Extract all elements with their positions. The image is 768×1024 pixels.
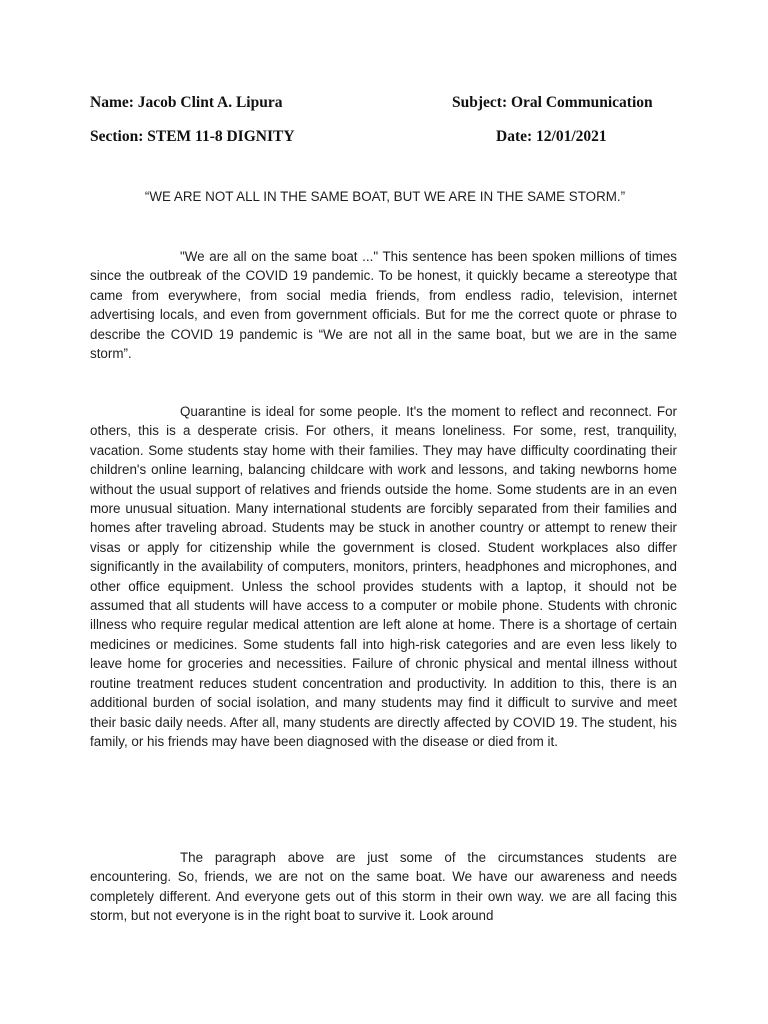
subject-label: Subject: Oral Communication	[452, 94, 653, 111]
paragraph-3: The paragraph above are just some of the circumstances students are encountering. So, friends, we are not on the same boat. We have our awareness and needs completely different. And everyone gets out of this storm in their own way. we are all facing this storm, but not everyone is in the right boat to survive it. Look around	[90, 850, 677, 924]
student-name: Name: Jacob Clint A. Lipura	[90, 94, 283, 111]
essay-title: “WE ARE NOT ALL IN THE SAME BOAT, BUT WE ARE IN THE SAME STORM.”	[144, 189, 626, 204]
paragraph-2: Quarantine is ideal for some people. It's the moment to reflect and reconnect. For others, this is a desperate crisis. For others, it means loneliness. For some, rest, tranquility, vacation. Some students stay home with their families. They may have difficulty coordinating their children's online learning, balancing childcare with work and lessons, and taking newborns home without the usual support of relatives and friends outside the home. Some students are in an even more unusual situation. Many international students are forcibly separated from their families and homes after traveling abroad. Students may be stuck in another country or attempt to renew their visas or apply for citizenship while the government is closed. Student workplaces also differ significantly in the availability of computers, monitors, printers, headphones and microphones, and other office equipment. Unless the school provides students with a laptop, it should not be assumed that all students will have access to a computer or mobile phone. Students with chronic illness who require regular medical attention are left alone at home. There is a shortage of certain medicines or medicines. Some students fall into high-risk categories and are even less likely to leave home for groceries and necessities. Failure of chronic physical and mental illness without routine treatment reduces student concentration and productivity. In addition to this, there is an additional burden of social isolation, and many students may find it difficult to survive and meet their basic daily needs. After all, many students are directly affected by COVID 19. The student, his family, or his friends may have been diagnosed with the disease or died from it.	[90, 404, 677, 749]
date-label: Date: 12/01/2021	[496, 128, 607, 145]
section-label: Section: STEM 11-8 DIGNITY	[90, 128, 295, 145]
paragraph-1: "We are all on the same boat ..." This sentence has been spoken millions of times since the outbreak of the COVID 19 pandemic. To be honest, it quickly became a stereotype that came from everywhere, from social media friends, from endless radio, television, internet advertising locals, and even from government officials. But for me the correct quote or phrase to describe the COVID 19 pandemic is “We are not all in the same boat, but we are in the same storm”.	[90, 249, 677, 362]
